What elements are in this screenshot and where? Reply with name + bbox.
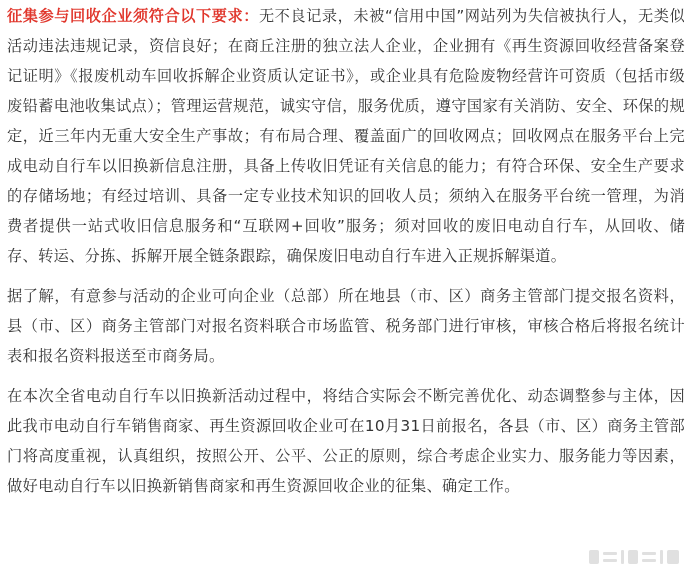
watermark-logo-icon: [587, 546, 683, 568]
paragraph-activity: [7, 381, 685, 501]
paragraph-requirements: [7, 0, 685, 271]
activity-text: 在本次全省电动自行车以旧换新活动过程中，将结合实际会不断完善优化、动态调整参与主体，因此我市电动自行车销售商家、再生资源回收企业可在10月31日前报名，各县（市、区）商务主管部门将高度重视，认真组织，按照公开、公平、公正的原则，综合考虑企业实力、服务能力等因素，做好电动自行车以旧换新销售商家和再生资源回收企业的征集、确定工作。: [7, 387, 685, 495]
registration-text: 据了解，有意参与活动的企业可向企业（总部）所在地县（市、区）商务主管部门提交报名资料，县（市、区）商务主管部门对报名资料联合市场监管、税务部门进行审核，审核合格后将报名统计表和报名资料报送至市商务局。: [7, 287, 685, 365]
requirements-text: 无不良记录，未被“信用中国”网站列为失信被执行人，无类似活动违法违规记录，资信良好；在商丘注册的独立法人企业，企业拥有《再生资源回收经营备案登记证明》《报废机动车回收拆解企业资质认定证书》，或企业具有危险废物经营许可资质（包括市级废铅蓄电池收集试点）；管理运营规范，诚实守信，服务优质，遵守国家有关消防、安全、环保的规定，近三年内无重大安全生产事故；有布局合理、覆盖面广的回收网点；回收网点在服务平台上完成电动自行车以旧换新信息注册，具备上传收旧凭证有关信息的能力；有符合环保、安全生产要求的存储场地；有经过培训、具备一定专业技术知识的回收人员；须纳入在服务平台统一管理，为消费者提供一站式收旧信息服务和“互联网+回收”服务；须对回收的废旧电动自行车，从回收、储存、转运、分拣、拆解开展全链条跟踪，确保废旧电动自行车进入正规拆解渠道。: [7, 7, 685, 265]
paragraph-registration: [7, 281, 685, 371]
article-body: [7, 0, 685, 501]
requirements-heading: 征集参与回收企业须符合以下要求：: [7, 7, 259, 25]
